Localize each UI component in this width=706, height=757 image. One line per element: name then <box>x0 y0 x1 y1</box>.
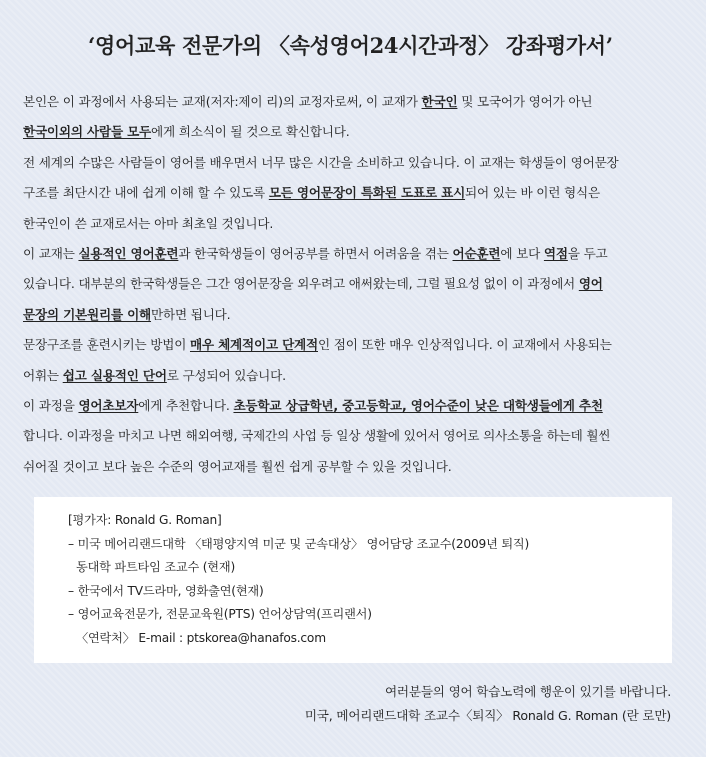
closing-signer: 미국, 메어리랜드대학 조교수〈퇴직〉 Ronald G. Roman (란 로만) <box>304 708 671 724</box>
body-line <box>23 148 688 178</box>
body-text-segment: 및 모국어가 영어가 아닌 <box>457 94 593 109</box>
body-line <box>23 178 688 208</box>
review-body <box>23 87 688 482</box>
body-line <box>23 239 688 269</box>
emphasis-text: 매우 체계적이고 단계적 <box>189 337 318 353</box>
evaluator-box <box>34 497 672 663</box>
body-text-segment: 이 교재는 <box>23 246 79 262</box>
emphasis-text: 어순훈련 <box>452 246 501 262</box>
body-text-segment: 에게 희소식이 될 것으로 확신합니다. <box>151 124 350 140</box>
closing-wish: 여러분들의 영어 학습노력에 행운이 있기를 바랍니다. <box>384 684 671 699</box>
body-line <box>23 300 688 330</box>
evaluator-line: – 영어교육전문가, 전문교육원(PTS) 언어상담역(프리랜서) <box>68 607 372 622</box>
emphasis-text: 실용적인 영어훈련 <box>78 246 179 262</box>
emphasis-text: 초등학교 상급학년, 중고등학교, 영어수준이 낮은 대학생들에게 추천 <box>233 398 603 414</box>
evaluator-contact: 〈연락처〉 E-mail : ptskorea@hanafos.com <box>76 630 326 645</box>
body-line <box>23 421 688 451</box>
emphasis-text: 한국이외의 사람들 모두 <box>23 124 152 140</box>
body-line <box>23 391 688 421</box>
emphasis-text: 영어초보자 <box>78 398 139 414</box>
body-text-segment: 로 구성되어 있습니다. <box>166 367 286 383</box>
emphasis-text: 한국인 <box>421 94 458 109</box>
body-text-segment: 되어 있는 바 이런 형식은 <box>465 185 600 201</box>
body-text-segment: 인 점이 또한 매우 인상적입니다. 이 교재에서 사용되는 <box>318 337 612 353</box>
emphasis-text: 모든 영어문장이 특화된 도표로 표시 <box>268 185 466 201</box>
body-text-segment: 만하면 됩니다. <box>151 306 231 322</box>
body-text-segment: 구조를 최단시간 내에 쉽게 이해 할 수 있도록 <box>23 185 269 201</box>
body-text-segment: 이 과정을 <box>23 398 79 414</box>
body-line <box>23 209 688 239</box>
body-text-segment: 어휘는 <box>23 367 63 383</box>
closing-signature <box>305 680 671 729</box>
body-text-segment: 한국인이 쓴 교재로서는 아마 최초일 것입니다. <box>23 215 274 231</box>
body-text-segment: 에 보다 <box>500 246 544 262</box>
body-text-segment: 과 한국학생들이 영어공부를 하면서 어려움을 겪는 <box>178 246 453 262</box>
body-text-segment: 쉬어질 것이고 보다 높은 수준의 영어교재를 훨씬 쉽게 공부할 수 있을 것입니다. <box>23 458 452 474</box>
body-line <box>23 117 688 147</box>
body-line <box>23 361 688 391</box>
evaluator-line: – 한국에서 TV드라마, 영화출연(현재) <box>68 583 264 598</box>
body-line <box>23 87 688 117</box>
body-line <box>23 452 688 482</box>
evaluator-line: – 미국 메어리랜드대학 〈태평양지역 미군 및 군속대상〉 영어담당 조교수(2009년 퇴직) <box>68 536 530 551</box>
emphasis-text: 영어 <box>578 276 603 292</box>
body-text-segment: 문장구조를 훈련시키는 방법이 <box>23 337 190 353</box>
body-text-segment: 합니다. 이과정을 마치고 나면 해외여행, 국제간의 사업 등 일상 생활에 있어서 영어로 의사소통을 하는데 훨씬 <box>23 428 611 444</box>
emphasis-text: 문장의 기본원리를 이해 <box>23 306 152 322</box>
emphasis-text: 역점 <box>543 246 568 262</box>
body-text-segment: 있습니다. 대부분의 한국학생들은 그간 영어문장을 외우려고 애써왔는데, 그럴 필요성 없이 이 과정에서 <box>23 276 579 292</box>
body-text-segment: 을 두고 <box>567 246 608 262</box>
body-line <box>23 269 688 299</box>
evaluator-heading: [평가자: Ronald G. Roman] <box>68 513 222 527</box>
body-line <box>23 330 688 360</box>
emphasis-text: 쉽고 실용적인 단어 <box>62 367 167 383</box>
body-text-segment: 에게 추천합니다. <box>138 398 234 414</box>
evaluator-line: 동대학 파트타임 조교수 (현재) <box>76 560 236 575</box>
body-text-segment: 본인은 이 과정에서 사용되는 교재(저자:제이 리)의 교정자로써, 이 교재가 <box>23 94 422 109</box>
body-text-segment: 전 세계의 수많은 사람들이 영어를 배우면서 너무 많은 시간을 소비하고 있습니다. 이 교재는 학생들이 영어문장 <box>23 154 619 170</box>
page-title: ‘영어교육 전문가의 〈속성영어24시간과정〉 강좌평가서’ <box>88 33 613 58</box>
